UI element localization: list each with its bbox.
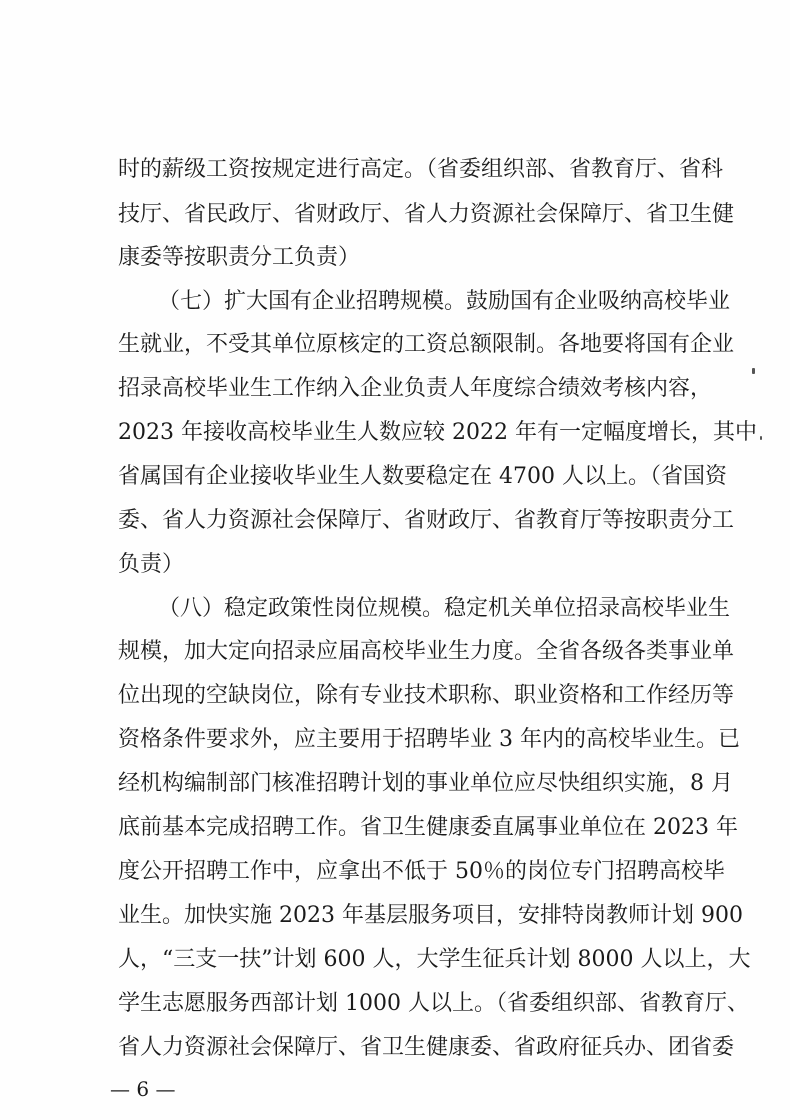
- text-line: 业生。加快实施 2023 年基层服务项目，安排特岗教师计划 900: [118, 903, 743, 928]
- text-line: 度公开招聘工作中，应拿出不低于 50％的岗位专门招聘高校毕: [118, 859, 725, 884]
- text-line: 资格条件要求外，应主要用于招聘毕业 3 年内的高校毕业生。已: [118, 727, 740, 752]
- text-line: 底前基本完成招聘工作。省卫生健康委直属事业单位在 2023 年: [118, 815, 738, 840]
- text-line: 省属国有企业接收毕业生人数要稳定在 4700 人以上。（省国资: [118, 464, 727, 489]
- text-line: 康委等按职责分工负责）: [118, 245, 361, 270]
- page-number: — 6 —: [110, 1077, 176, 1101]
- text-line: 招录高校毕业生工作纳入企业负责人年度综合绩效考核内容，: [118, 376, 713, 401]
- text-line: 生就业，不受其单位原核定的工资总额限制。各地要将国有企业: [118, 332, 735, 357]
- text-line: 省人力资源社会保障厅、省卫生健康委、省政府征兵办、团省委: [118, 1035, 735, 1060]
- text-line: 学生志愿服务西部计划 1000 人以上。（省委组织部、省教育厅、: [118, 991, 749, 1016]
- text-line: 2023 年接收高校毕业生人数应较 2022 年有一定幅度增长，其中: [118, 420, 757, 445]
- scan-mark: [760, 436, 762, 440]
- text-line: 位出现的空缺岗位，除有专业技术职称、职业资格和工作经历等: [118, 683, 735, 708]
- paragraph-heading-line: （七）扩大国有企业招聘规模。鼓励国有企业吸纳高校毕业: [158, 289, 731, 314]
- text-line: 经机构编制部门核准招聘计划的事业单位应尽快组织实施，8 月: [118, 771, 733, 796]
- text-line: 规模，加大定向招录应届高校毕业生力度。全省各级各类事业单: [118, 639, 735, 664]
- text-line: 人，“三支一扶”计划 600 人，大学生征兵计划 8000 人以上，大: [118, 947, 751, 972]
- text-line: 委、省人力资源社会保障厅、省财政厅、省教育厅等按职责分工: [118, 508, 735, 533]
- text-line: 技厅、省民政厅、省财政厅、省人力资源社会保障厅、省卫生健: [118, 202, 735, 227]
- paragraph-heading-line: （八）稳定政策性岗位规模。稳定机关单位招录高校毕业生: [158, 596, 731, 621]
- text-line: 负责）: [118, 552, 185, 577]
- scan-mark: [752, 368, 755, 374]
- text-line: 时的薪级工资按规定进行高定。（省委组织部、省教育厅、省科: [118, 157, 724, 182]
